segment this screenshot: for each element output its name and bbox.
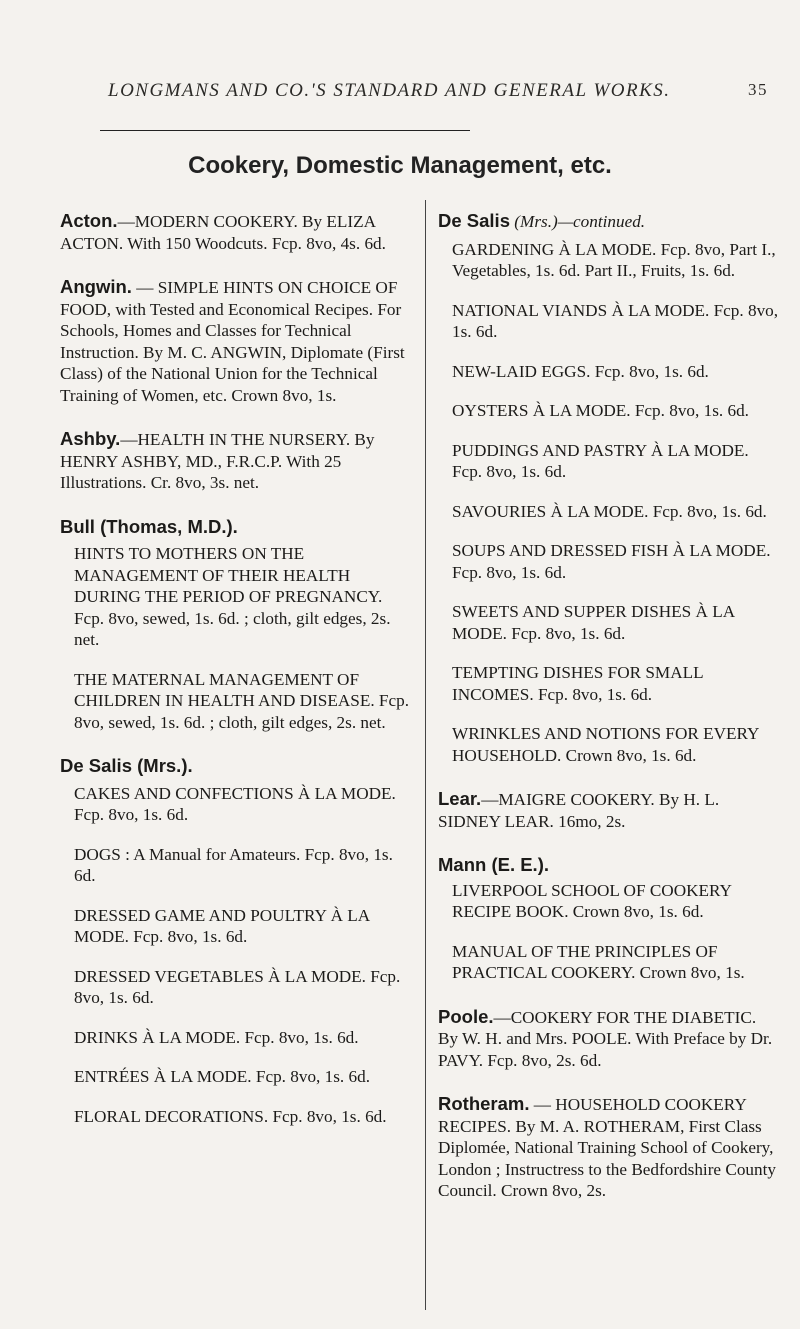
section-title: Cookery, Domestic Management, etc. [188, 152, 612, 179]
book-item: DRESSED GAME AND POULTRY À LA MODE. Fcp. 8vo, 1s. 6d. [74, 905, 370, 946]
entry-bull [60, 516, 415, 734]
book-item: NATIONAL VIANDS À LA MODE. Fcp. 8vo, 1s. 6d. [452, 300, 779, 341]
entry-desalis [60, 755, 415, 1127]
entry-text: — SIMPLE HINTS ON CHOICE OF FOOD, with Tested and Economical Recipes. For Schools, Homes and Classes for Technical Instruction. By M. C. ANGWIN, Diplomate (First Class) of the National Union for the Technical Training of Women, etc. Crown 8vo, 1s. [60, 278, 405, 405]
author-name: De Salis [438, 210, 510, 231]
entry-text: —MODERN COOKERY. By ELIZA ACTON. With 150 Woodcuts. Fcp. 8vo, 4s. 6d. [60, 212, 386, 253]
book-item: MANUAL OF THE PRINCIPLES OF PRACTICAL COOKERY. Crown 8vo, 1s. [452, 941, 745, 982]
book-item: WRINKLES AND NOTIONS FOR EVERY HOUSEHOLD. Crown 8vo, 1s. 6d. [452, 724, 759, 765]
entry-text: —HEALTH IN THE NURSERY. By HENRY ASHBY, MD., F.R.C.P. With 25 Illustrations. Cr. 8vo, 3s. net. [60, 430, 375, 492]
book-item: THE MATERNAL MANAGEMENT OF CHILDREN IN HEALTH AND DISEASE. Fcp. 8vo, sewed, 1s. 6d. ; cloth, gilt edges, 2s. net. [74, 669, 409, 732]
book-item: DOGS : A Manual for Amateurs. Fcp. 8vo, 1s. 6d. [74, 844, 393, 885]
author-name: Mann (E. E.). [438, 854, 549, 875]
entry-desalis-continued [438, 210, 780, 766]
entry-acton [60, 210, 415, 254]
entry-angwin [60, 276, 415, 406]
book-item: OYSTERS À LA MODE. Fcp. 8vo, 1s. 6d. [452, 401, 749, 420]
author-heading [438, 210, 780, 233]
book-item: PUDDINGS AND PASTRY À LA MODE. Fcp. 8vo, 1s. 6d. [452, 440, 749, 481]
author-name: Angwin. [60, 276, 132, 297]
author-name: Poole. [438, 1005, 494, 1027]
entry-text: — HOUSEHOLD COOKERY RECIPES. By M. A. ROTHERAM, First Class Diplomée, National Training School of Cookery, London ; Instructress to the Bedfordshire County Council. Crown 8vo, 2s. [438, 1095, 776, 1200]
book-item: ENTRÉES À LA MODE. Fcp. 8vo, 1s. 6d. [74, 1067, 371, 1086]
column-divider [425, 200, 426, 1310]
book-item: DRESSED VEGETABLES À LA MODE. Fcp. 8vo, 1s. 6d. [74, 966, 401, 1007]
book-item: TEMPTING DISHES FOR SMALL INCOMES. Fcp. 8vo, 1s. 6d. [452, 663, 703, 704]
book-item: SAVOURIES À LA MODE. Fcp. 8vo, 1s. 6d. [452, 501, 767, 521]
book-item: GARDENING À LA MODE. Fcp. 8vo, Part I., Vegetables, 1s. 6d. Part II., Fruits, 1s. 6d. [452, 239, 776, 280]
book-item: NEW-LAID EGGS. Fcp. 8vo, 1s. 6d. [452, 361, 709, 381]
author-name: Lear. [438, 788, 482, 809]
running-header [108, 76, 768, 106]
entry-rotheram [438, 1093, 780, 1202]
running-title: LONGMANS AND CO.'S STANDARD AND GENERAL WORKS. [108, 80, 671, 101]
book-item: SWEETS AND SUPPER DISHES À LA MODE. Fcp. 8vo, 1s. 6d. [452, 602, 735, 643]
author-name: Rotheram. [438, 1093, 530, 1114]
book-item: FLORAL DECORATIONS. Fcp. 8vo, 1s. 6d. [74, 1106, 387, 1126]
entry-text: —COOKERY FOR THE DIABETIC. By W. H. and Mrs. POOLE. With Preface by Dr. PAVY. Fcp. 8vo, 2s. 6d. [438, 1007, 773, 1070]
book-item: CAKES AND CONFECTIONS À LA MODE. Fcp. 8vo, 1s. 6d. [74, 783, 396, 824]
header-rule [100, 130, 470, 131]
book-item: HINTS TO MOTHERS ON THE MANAGEMENT OF THEIR HEALTH DURING THE PERIOD OF PREGNANCY. Fcp. 8vo, sewed, 1s. 6d. ; cloth, gilt edges, 2s. net. [74, 544, 391, 649]
page-number: 35 [748, 80, 768, 99]
entry-poole [438, 1006, 780, 1072]
author-name: Bull (Thomas, M.D.). [60, 515, 238, 537]
author-name: De Salis (Mrs.). [60, 755, 193, 776]
continued-note: (Mrs.)—continued. [510, 212, 646, 231]
entry-lear [438, 788, 780, 832]
book-item: LIVERPOOL SCHOOL OF COOKERY RECIPE BOOK. Crown 8vo, 1s. 6d. [452, 880, 732, 921]
entry-mann [438, 854, 780, 984]
book-item: SOUPS AND DRESSED FISH À LA MODE. Fcp. 8vo, 1s. 6d. [452, 541, 771, 582]
author-name: Acton. [60, 210, 118, 231]
left-column [60, 210, 415, 1149]
right-column [438, 210, 780, 1224]
entry-text: —MAIGRE COOKERY. By H. L. SIDNEY LEAR. 16mo, 2s. [438, 790, 720, 831]
entry-ashby [60, 428, 415, 494]
author-name: Ashby. [60, 428, 121, 449]
book-item: DRINKS À LA MODE. Fcp. 8vo, 1s. 6d. [74, 1027, 359, 1047]
